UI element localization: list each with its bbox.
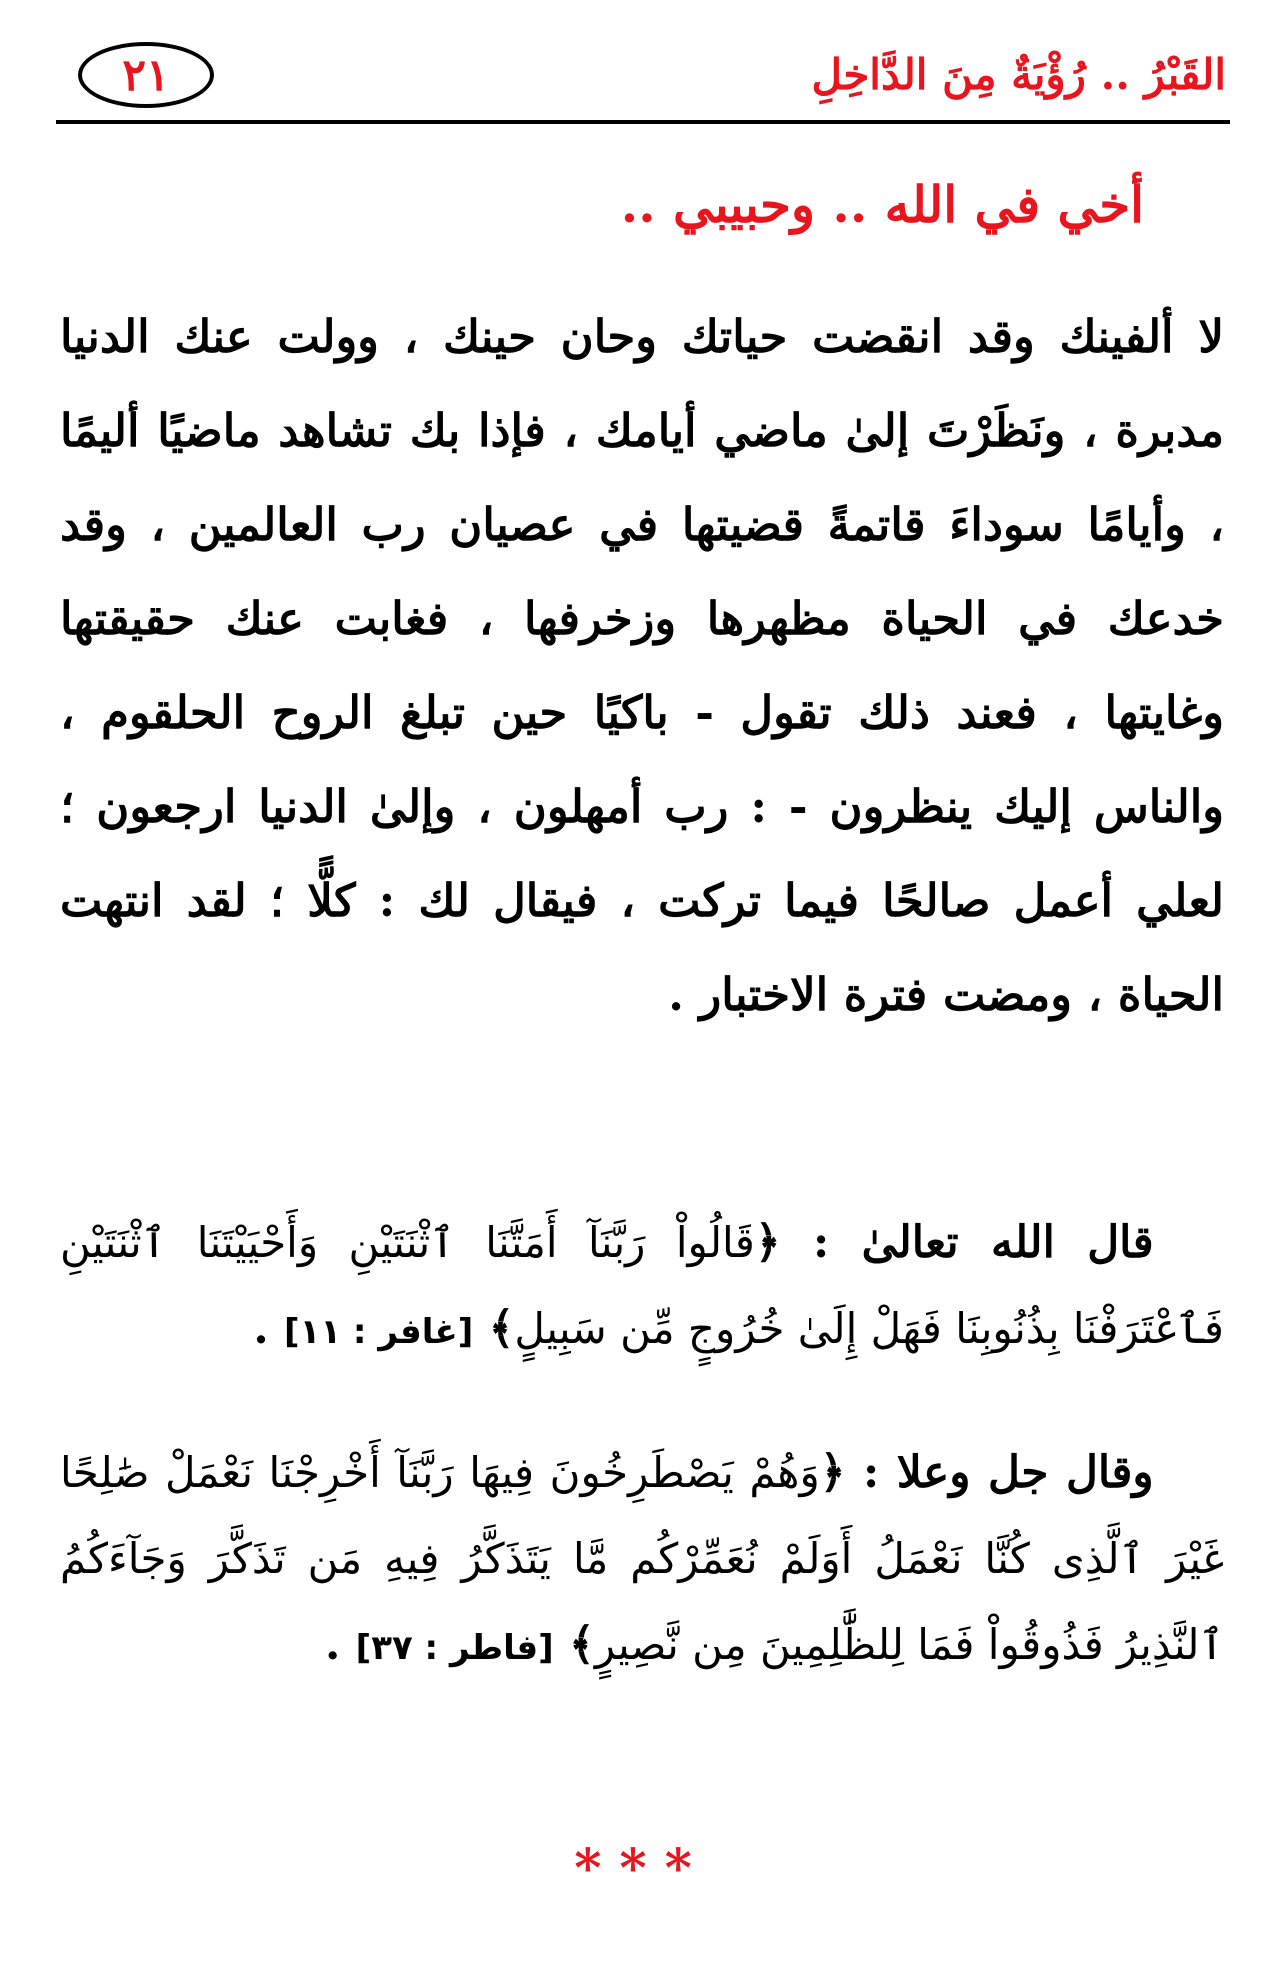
section-title: أخي في الله .. وحبيبي .. — [620, 175, 1144, 234]
sentence-end: . — [253, 1303, 269, 1354]
verse-reference: [فاطر : ٣٧] — [355, 1628, 554, 1668]
section-end-ornament: *** — [574, 1838, 710, 1899]
ornate-bracket-close: ﴾ — [488, 1303, 515, 1354]
quran-quote-ghafir — [60, 1200, 1224, 1375]
verse-reference: [غافر : ١١] — [284, 1312, 474, 1352]
header-divider — [56, 120, 1230, 124]
page-number: ٢١ — [78, 42, 214, 108]
ornate-bracket-close: ﴾ — [569, 1619, 595, 1670]
ornate-bracket-open: ﴿ — [819, 1447, 846, 1498]
verse-text: وَهُمْ يَصْطَرِخُونَ فِيهَا رَبَّنَآ أَخْرِجْنَا نَعْمَلْ صَٰلِحًا غَيْرَ ٱلَّذِى كُنَّا نَعْمَلُ أَوَلَمْ نُعَمِّرْكُم مَّا يَتَذَكَّرُ فِيهِ مَن تَذَكَّرَ وَجَآءَكُمُ ٱلنَّذِيرُ فَذُوقُواْ فَمَا لِلظَّٰلِمِينَ مِن نَّصِيرٍ — [60, 1448, 1224, 1669]
running-title: القَبْرُ .. رُؤْيَةٌ مِنَ الدَّاخِلِ — [811, 50, 1226, 99]
sentence-end: . — [324, 1619, 341, 1670]
body-text — [60, 290, 1224, 1042]
body-paragraph: لا ألفينك وقد انقضت حياتك وحان حينك ، وولت عنك الدنيا مدبرة ، ونَظَرْتَ إلىٰ ماضي أيامك ، فإذا بك تشاهد ماضيًا أليمًا ، وأيامًا سوداءَ قاتمةً قضيتها في عصيان رب العالمين ، وقد خدعك في الحياة مظهرها وزخرفها ، فغابت عنك حقيقتها وغايتها ، فعند ذلك تقول - باكيًا حين تبلغ الروح الحلقوم ، والناس إليك ينظرون - : رب أمهلون ، وإلىٰ الدنيا ارجعون ؛ لعلي أعمل صالحًا فيما تركت ، فيقال لك : كلًّا ؛ لقد انتهت الحياة ، ومضت فترة الاختبار . — [60, 310, 1224, 1021]
quran-quote-fatir — [60, 1430, 1224, 1691]
verse-text: قَالُواْ رَبَّنَآ أَمَتَّنَا ٱثْنَتَيْنِ وَأَحْيَيْتَنَا ٱثْنَتَيْنِ فَٱعْتَرَفْنَا بِذُنُوبِنَا فَهَلْ إِلَىٰ خُرُوجٍ مِّن سَبِيلٍ — [60, 1218, 1224, 1353]
ornate-bracket-open: ﴿ — [754, 1217, 781, 1268]
quote-intro: وقال جل وعلا : — [863, 1447, 1154, 1498]
quote-intro: قال الله تعالىٰ : — [813, 1217, 1154, 1268]
